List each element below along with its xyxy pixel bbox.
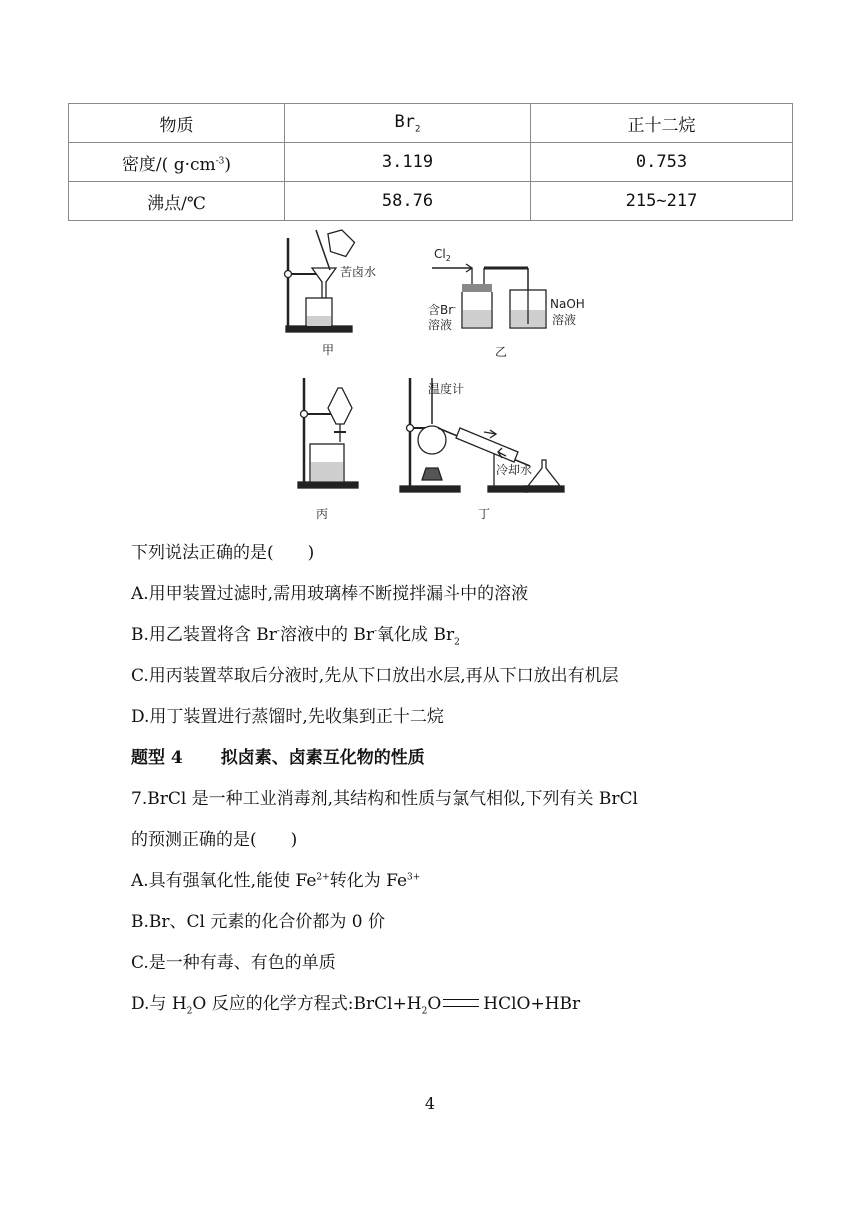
header-dodecane: 正十二烷 (531, 104, 793, 143)
q7-option-b: B.Br、Cl 元素的化合价都为 0 价 (131, 912, 385, 932)
table-row (69, 143, 793, 182)
apparatus-jia (285, 228, 358, 332)
header-substance: 物质 (69, 104, 285, 143)
q6-option-b: B.用乙装置将含 Br-溶液中的 Br-氧化成 $Br_2$ (131, 625, 460, 648)
table-row (69, 182, 793, 221)
label-br-solution-2: 溶液 (428, 318, 453, 332)
q7-stem-line-2: 的预测正确的是( ) (131, 830, 298, 850)
apparatus-bing (298, 378, 358, 488)
cell-br2-boiling: 58.76 (285, 182, 531, 221)
cell-dodecane-density: 0.753 (531, 143, 793, 182)
cell-br2-density: 3.119 (285, 143, 531, 182)
q7-option-c: C.是一种有毒、有色的单质 (131, 953, 336, 973)
row-label-boiling-point: 沸点/℃ (69, 182, 285, 221)
label-naoh: NaOH (550, 297, 585, 311)
label-cooling-water: 冷却水 (496, 463, 533, 477)
q6-option-c: C.用丙装置萃取后分液时,先从下口放出水层,再从下口放出有机层 (131, 666, 619, 686)
section-heading: 题型 4 拟卤素、卤素互化物的性质 (131, 748, 425, 768)
label-bing: 丙 (316, 507, 329, 520)
cell-dodecane-boiling: 215~217 (531, 182, 793, 221)
q7-option-d: D.与 $H_2O$ 反应的化学方程式$:BrCl+H_2O$ HClO+HBr (131, 994, 581, 1017)
apparatus-figure (270, 228, 600, 520)
q7-stem-line-1: 7.BrCl 是一种工业消毒剂,其结构和性质与氯气相似,下列有关 BrCl (131, 789, 638, 809)
label-jia: 甲 (322, 343, 335, 357)
row-label-density: 密度/( $g\cdot cm^{-3}$) (69, 143, 285, 182)
label-naoh-solution: 溶液 (552, 313, 577, 327)
label-br-solution: 含Br- (428, 303, 457, 317)
label-yi: 乙 (495, 345, 508, 359)
label-thermometer: 温度计 (428, 382, 465, 396)
label-ding: 丁 (478, 507, 491, 520)
table-header-row (69, 104, 793, 143)
label-cl2: $Cl_2$ (434, 247, 451, 263)
q6-option-a: A.用甲装置过滤时,需用玻璃棒不断搅拌漏斗中的溶液 (131, 584, 529, 604)
equals-sign-icon (443, 999, 479, 1007)
q7-option-a: A.具有强氧化性,能使 $Fe^{2+}$转化为 $Fe^{3+}$ (131, 871, 421, 891)
label-bitter-brine: 苦卤水 (340, 265, 377, 279)
properties-table (68, 103, 793, 221)
apparatus-ding (400, 378, 564, 492)
page-number: 4 (424, 1094, 436, 1113)
q6-stem: 下列说法正确的是( ) (131, 543, 315, 563)
header-br2: $Br_2$ (285, 104, 531, 143)
q6-option-d: D.用丁装置进行蒸馏时,先收集到正十二烷 (131, 707, 444, 727)
